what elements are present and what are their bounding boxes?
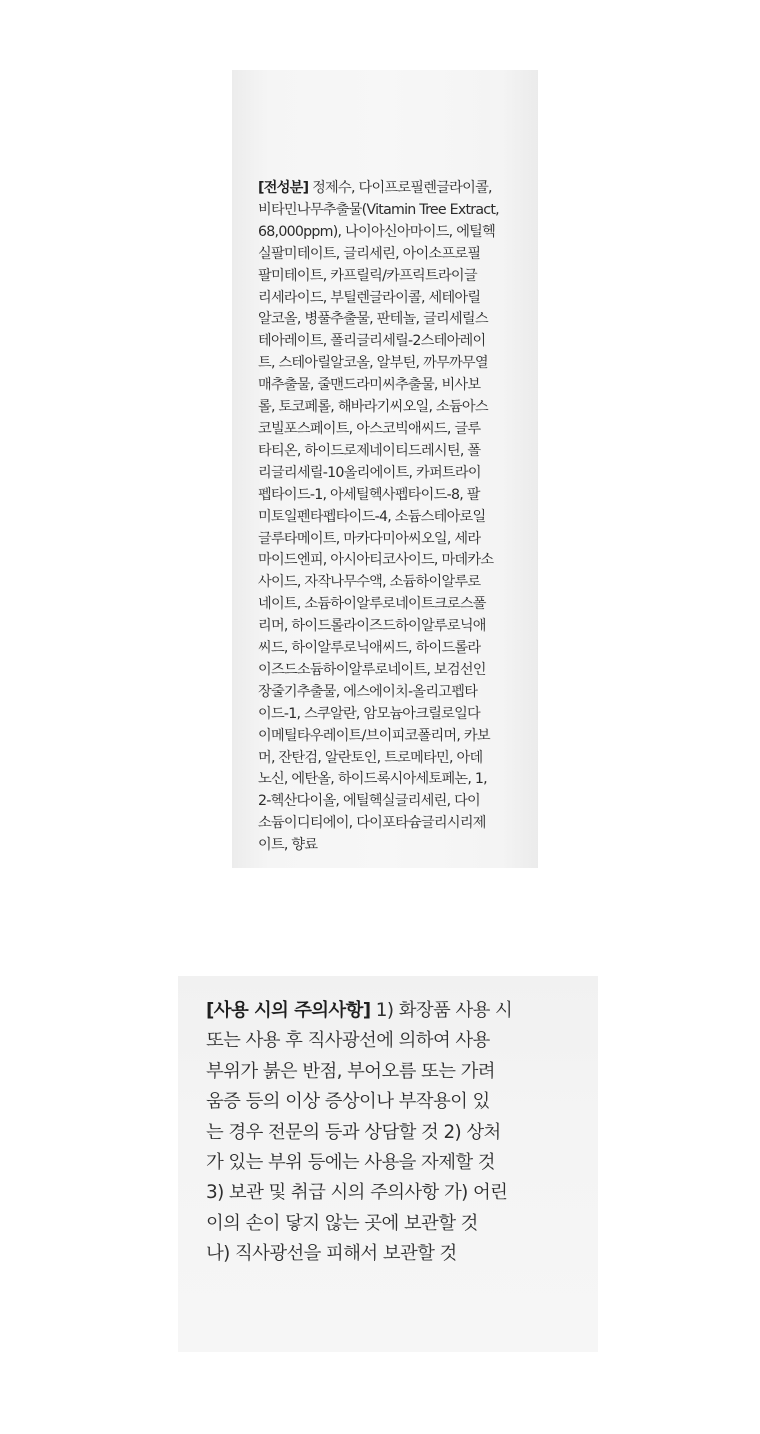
ingredients-list: 정제수, 다이프로필렌글라이콜, 비타민나무추출물(Vitamin Tree Extract, 68,000ppm), 나이아신아마이드, 에틸헥 실팔미테이트, 글리세린, 아이소프로필 팔미테이트, 카프릴릭/카프릭트라이글 리세라이드, 부틸렌글라이콜, 세테아릴 알코올, 병풀추출물, 판테놀, 글리세릴스 테아레이트, 폴리글리세릴-2스테아레이 트, 스테아릴알코올, 알부틴, 까무까무열 매추출물, 줄맨드라미씨추출물, 비사보 롤, 토코페롤, 해바라기씨오일, 소듐아스 코빌포스페이트, 아스코빅애씨드, 글루 타티온, 하이드로제네이티드레시틴, 폴 리글리세릴-10올리에이트, 카퍼트라이 펩타이드-1, 아세틸헥사펩타이드-8, 팔 미토일펜타펩타이드-4, 소듐스테아로일 글루타메이트, 마카다미아씨오일, 세라 마이드엔피, 아시아티코사이드, 마데카소 사이드, 자작나무수액, 소듐하이알루로 네이트, 소듐하이알루로네이트크로스폴 리머, 하이드롤라이즈드하이알루로닉애 씨드, 하이알루로닉애씨드, 하이드롤라 이즈드소듐하이알루로네이트, 보검선인 장줄기추출물, 에스에이치-올리고펩타 이드-1, 스쿠알란, 암모늄아크릴로일다 이메틸타우레이트/브이피코폴리머, 카보 머, 잔탄검, 알란토인, 트로메타민, 아데 노신, 에탄올, 하이드록시아세토페논, 1, 2-헥산다이올, 에틸헥실글리세린, 다이 소듐이디티에이, 다이포타슘글리시리제 이트, 향료 bbox=[258, 180, 499, 854]
ingredients-label-panel bbox=[232, 70, 538, 868]
ingredients-heading: [전성분] bbox=[258, 180, 309, 196]
ingredients-text bbox=[258, 178, 528, 857]
caution-heading: [사용 시의 주의사항] bbox=[206, 1000, 371, 1021]
caution-label-panel bbox=[178, 976, 598, 1352]
caution-body: 1) 화장품 사용 시 또는 사용 후 직사광선에 의하여 사용 부위가 붉은 반점, 부어오름 또는 가려 움증 등의 이상 증상이나 부작용이 있 는 경우 전문의 등과 상담할 것 2) 상처 가 있는 부위 등에는 사용을 자제할 것 3) 보관 및 취급 시의 주의사항 가) 어린 이의 손이 닿지 않는 곳에 보관할 것 나) 직사광선을 피해서 보관할 것 bbox=[206, 1000, 513, 1265]
caution-text bbox=[206, 996, 590, 1270]
